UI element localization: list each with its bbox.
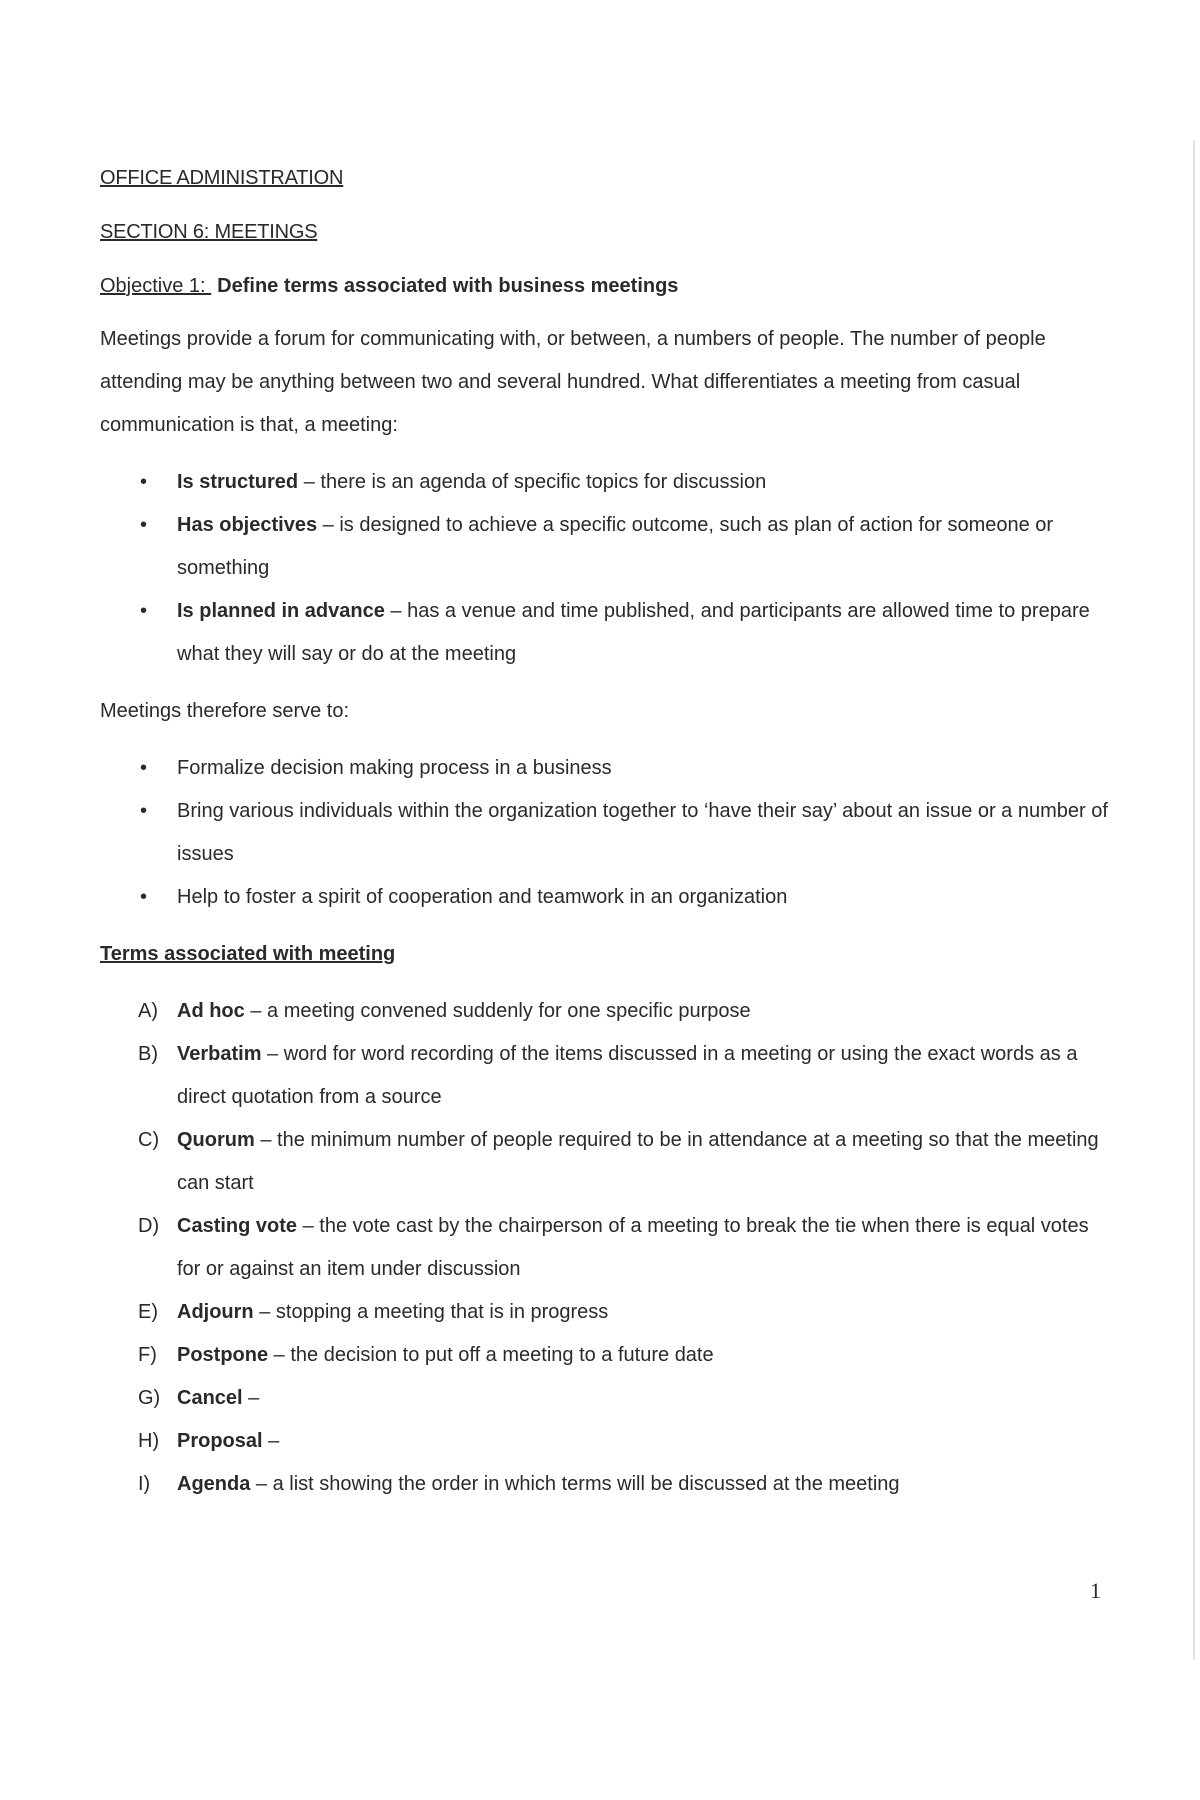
list-item xyxy=(100,504,1110,590)
term-name: Cancel xyxy=(177,1387,243,1409)
term-definition: – the vote cast by the chairperson of a meeting to break the tie when there is equal votes for or against an item under discussion xyxy=(177,1215,1089,1280)
characteristic-text: – there is an agenda of specific topics for discussion xyxy=(298,471,767,493)
term-letter: A) xyxy=(138,1000,158,1022)
terms-heading: Terms associated with meeting xyxy=(100,943,396,965)
term-definition: – the minimum number of people required to be in attendance at a meeting so that the meeting can start xyxy=(177,1129,1099,1194)
term-definition: – the decision to put off a meeting to a future date xyxy=(268,1344,714,1366)
term-letter: H) xyxy=(138,1430,160,1452)
page-edge-divider xyxy=(1193,140,1195,1660)
bullet-icon: • xyxy=(140,471,148,493)
term-name: Adjourn xyxy=(177,1301,254,1323)
characteristics-list xyxy=(100,461,1110,676)
term-name: Postpone xyxy=(177,1344,269,1366)
list-item xyxy=(100,1463,1110,1506)
term-letter: C) xyxy=(138,1129,160,1151)
objective-line xyxy=(100,274,1110,298)
bullet-icon: • xyxy=(140,600,148,622)
term-name: Verbatim xyxy=(177,1043,262,1065)
term-letter: I) xyxy=(138,1473,151,1495)
purpose-text: Formalize decision making process in a business xyxy=(177,757,612,779)
term-name: Agenda xyxy=(177,1473,251,1495)
term-definition: – a list showing the order in which terms will be discussed at the meeting xyxy=(250,1473,900,1495)
list-item xyxy=(100,1033,1110,1119)
term-letter: D) xyxy=(138,1215,160,1237)
characteristic-text: – is designed to achieve a specific outcome, such as plan of action for someone or something xyxy=(177,514,1054,579)
term-definition: – xyxy=(262,1430,280,1452)
list-item xyxy=(100,461,1110,504)
list-item xyxy=(100,790,1110,876)
list-item xyxy=(100,590,1110,676)
term-definition: – word for word recording of the items discussed in a meeting or using the exact words as a direct quotation from a source xyxy=(177,1043,1078,1108)
term-name: Quorum xyxy=(177,1129,255,1151)
bullet-icon: • xyxy=(140,800,148,822)
term-letter: G) xyxy=(138,1387,161,1409)
term-name: Casting vote xyxy=(177,1215,298,1237)
bullet-icon: • xyxy=(140,514,148,536)
objective-label: Objective 1: xyxy=(100,275,212,297)
list-item xyxy=(100,1291,1110,1334)
terms-list xyxy=(100,990,1110,1506)
term-definition: – a meeting convened suddenly for one specific purpose xyxy=(244,1000,751,1022)
term-letter: E) xyxy=(138,1301,158,1323)
purpose-text: Help to foster a spirit of cooperation and teamwork in an organization xyxy=(177,886,788,908)
term-name: Proposal xyxy=(177,1430,263,1452)
bullet-icon: • xyxy=(140,886,148,908)
document-body xyxy=(100,158,1110,1506)
characteristic-term: Is planned in advance xyxy=(177,600,385,622)
term-letter: F) xyxy=(138,1344,157,1366)
characteristic-text: – has a venue and time published, and participants are allowed time to prepare what they will say or do at the meeting xyxy=(177,600,1090,665)
document-title: OFFICE ADMINISTRATION xyxy=(100,167,344,189)
purpose-text: Bring various individuals within the organization together to ‘have their say’ about an issue or a number of issues xyxy=(177,800,1108,865)
objective-text: Define terms associated with business meetings xyxy=(217,275,679,297)
list-item xyxy=(100,1119,1110,1205)
list-item xyxy=(100,876,1110,919)
list-item xyxy=(100,1420,1110,1463)
term-definition: – xyxy=(242,1387,260,1409)
list-item xyxy=(100,990,1110,1033)
term-name: Ad hoc xyxy=(177,1000,245,1022)
purposes-list xyxy=(100,747,1110,919)
section-title: SECTION 6: MEETINGS xyxy=(100,221,318,243)
term-letter: B) xyxy=(138,1043,158,1065)
list-item xyxy=(100,1205,1110,1291)
list-item xyxy=(100,1377,1110,1420)
characteristic-term: Has objectives xyxy=(177,514,318,536)
intro-paragraph: Meetings provide a forum for communicating with, or between, a numbers of people. The number of people attending may be anything between two and several hundred. What differentiates a meeting from casual communication is that, a meeting: xyxy=(100,328,1046,436)
page-number: 1 xyxy=(1090,1578,1101,1603)
list-item xyxy=(100,1334,1110,1377)
serve-intro: Meetings therefore serve to: xyxy=(100,700,350,722)
bullet-icon: • xyxy=(140,757,148,779)
term-definition: – stopping a meeting that is in progress xyxy=(253,1301,609,1323)
list-item xyxy=(100,747,1110,790)
characteristic-term: Is structured xyxy=(177,471,299,493)
